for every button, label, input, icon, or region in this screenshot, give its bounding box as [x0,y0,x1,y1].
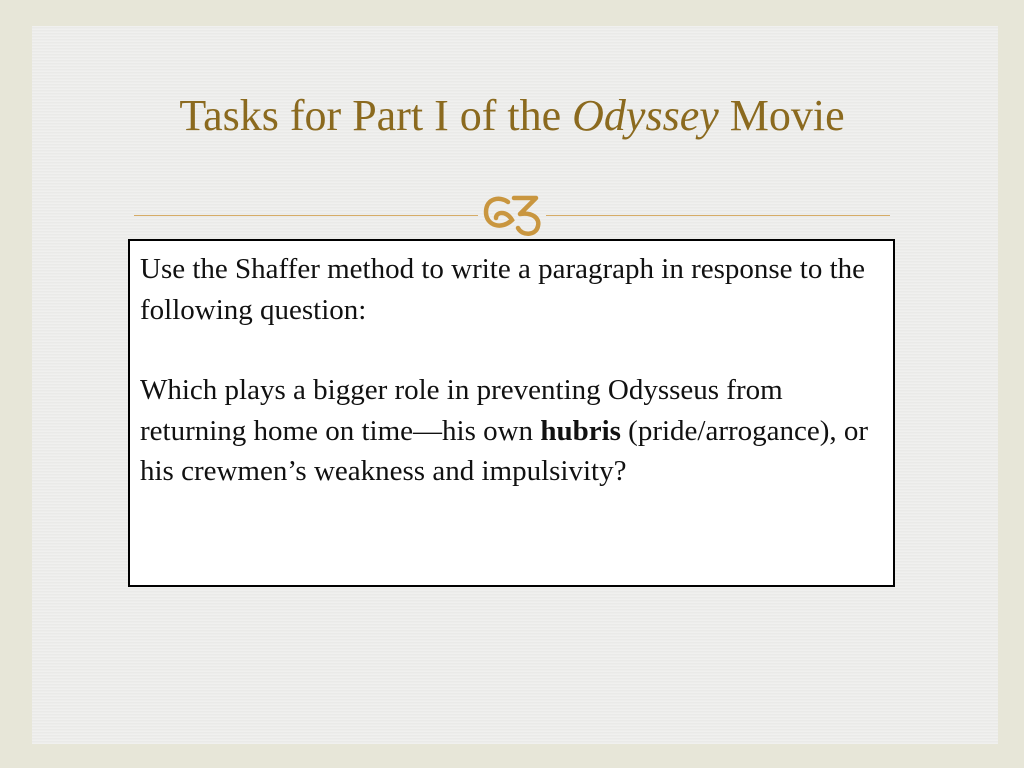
title-text: Tasks for Part I of the [179,91,562,140]
question-text [140,370,883,492]
flourish-icon [478,190,546,238]
title-text-end: Movie [729,91,845,140]
paragraph-spacer [140,330,883,370]
hubris-term: hubris [540,414,621,447]
question-box [128,239,895,587]
slide-title [0,92,1024,140]
divider-right [546,215,890,216]
title-italic-text: Odyssey [572,91,719,140]
question-text-start: Which plays a bigger role in preventing Odysseus from returning home on time—his own [140,374,783,447]
instruction-text: Use the Shaffer method to write a paragraph in response to the following question: [140,253,866,326]
question-text-end: (pride/arrogance), or his crewmen’s weakness and impulsivity? [140,414,869,487]
divider-left [134,215,478,216]
